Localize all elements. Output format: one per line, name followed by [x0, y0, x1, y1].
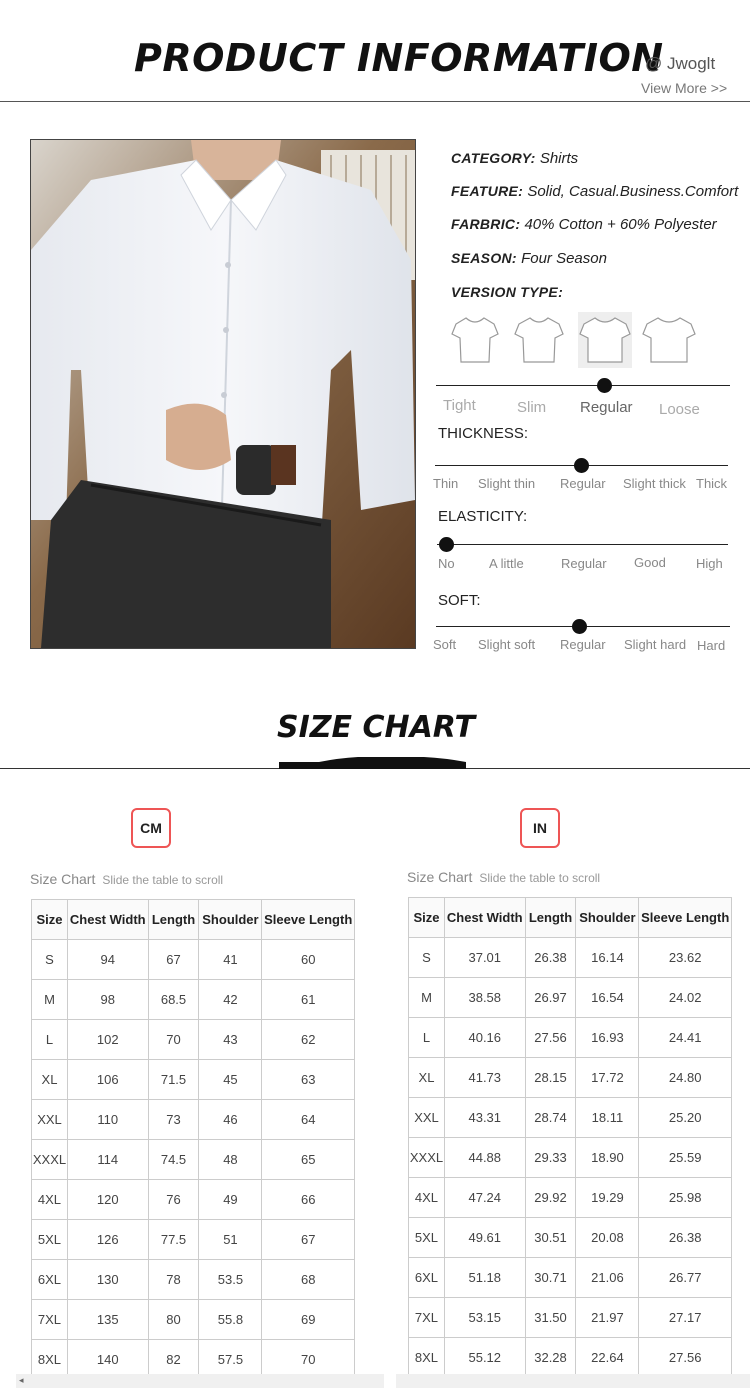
version-option-regular: Regular: [580, 399, 633, 416]
table-cell: 38.58: [444, 978, 525, 1018]
elasticity-label: ELASTICITY:: [438, 508, 528, 525]
table-row: [32, 1260, 355, 1300]
thickness-option-regular: Regular: [560, 476, 606, 491]
table-header-row: [409, 898, 732, 938]
table-cell: 68.5: [148, 980, 199, 1020]
table-cell: 69: [262, 1300, 355, 1340]
table-cell: XXXL: [32, 1140, 68, 1180]
version-type-icons: [446, 312, 706, 370]
table-cell: 37.01: [444, 938, 525, 978]
table-row: [32, 1060, 355, 1100]
spec-fabric-label: FARBRIC:: [451, 216, 521, 232]
view-more-link[interactable]: View More >>: [641, 80, 728, 96]
table-cell: 130: [67, 1260, 148, 1300]
table-header-row: [32, 900, 355, 940]
table-cell: L: [409, 1018, 445, 1058]
table-cell: M: [32, 980, 68, 1020]
thickness-option-thick: Thick: [696, 476, 728, 491]
table-cell: 63: [262, 1060, 355, 1100]
table-cell: 29.33: [525, 1138, 576, 1178]
table-cell: 47.24: [444, 1178, 525, 1218]
spec-fabric-value: 40% Cotton + 60% Polyester: [524, 216, 717, 233]
tshirt-icon: [642, 312, 696, 368]
table-cell: 25.59: [639, 1138, 732, 1178]
table-cell: 102: [67, 1020, 148, 1060]
table-cell: 135: [67, 1300, 148, 1340]
size-table-cm[interactable]: [31, 899, 355, 1380]
table-cell: 64: [262, 1100, 355, 1140]
table-cell: 28.74: [525, 1098, 576, 1138]
soft-option-regular: Regular: [560, 637, 606, 652]
in-table-caption: [407, 869, 600, 885]
col-chest-width: Chest Width: [67, 900, 148, 940]
table-cell: 44.88: [444, 1138, 525, 1178]
table-cell: 4XL: [32, 1180, 68, 1220]
version-option-loose: Loose: [659, 401, 700, 418]
table-cell: 26.38: [525, 938, 576, 978]
table-cell: 7XL: [409, 1298, 445, 1338]
table-cell: 62: [262, 1020, 355, 1060]
table-cell: 41.73: [444, 1058, 525, 1098]
table-row: [409, 1178, 732, 1218]
table-cell: XXL: [32, 1100, 68, 1140]
table-cell: 26.77: [639, 1258, 732, 1298]
table-cell: 5XL: [32, 1220, 68, 1260]
table-cell: 77.5: [148, 1220, 199, 1260]
size-chart-title-underline: [279, 757, 466, 769]
table-cell: 23.62: [639, 938, 732, 978]
table-cell: 94: [67, 940, 148, 980]
table-cell: 71.5: [148, 1060, 199, 1100]
table-row: [409, 1338, 732, 1378]
in-caption-hint: Slide the table to scroll: [479, 871, 601, 885]
table-cell: 60: [262, 940, 355, 980]
soft-slider-knob[interactable]: [572, 619, 587, 634]
spec-category-label: CATEGORY:: [451, 150, 536, 166]
table-cell: M: [409, 978, 445, 1018]
elasticity-slider-knob[interactable]: [439, 537, 454, 552]
table-row: [409, 1098, 732, 1138]
table-cell: 19.29: [576, 1178, 639, 1218]
cm-caption-hint: Slide the table to scroll: [102, 873, 224, 887]
table-cell: 21.97: [576, 1298, 639, 1338]
soft-option-slight-hard: Slight hard: [624, 637, 687, 652]
col-sleeve-length: Sleeve Length: [639, 898, 732, 938]
in-table-scrollbar[interactable]: [396, 1374, 750, 1388]
table-cell: L: [32, 1020, 68, 1060]
elasticity-option-no: No: [438, 556, 455, 571]
table-cell: 67: [148, 940, 199, 980]
table-cell: 8XL: [32, 1340, 68, 1380]
elasticity-option-regular: Regular: [561, 556, 607, 571]
table-cell: 55.12: [444, 1338, 525, 1378]
table-cell: 42: [199, 980, 262, 1020]
col-length: Length: [148, 900, 199, 940]
table-row: [409, 1058, 732, 1098]
table-cell: 140: [67, 1340, 148, 1380]
table-cell: 57.5: [199, 1340, 262, 1380]
table-row: [32, 1300, 355, 1340]
table-cell: 29.92: [525, 1178, 576, 1218]
size-chart-title: SIZE CHART: [277, 710, 476, 745]
spec-category: [451, 150, 578, 167]
version-option-slim: Slim: [517, 399, 547, 416]
version-option-tight: Tight: [443, 397, 476, 414]
col-shoulder: Shoulder: [199, 900, 262, 940]
shirt-model-illustration: [31, 140, 415, 648]
col-size: Size: [32, 900, 68, 940]
table-row: [409, 1138, 732, 1178]
cm-caption-title: Size Chart: [30, 871, 96, 887]
table-cell: 24.80: [639, 1058, 732, 1098]
thickness-slider-knob[interactable]: [574, 458, 589, 473]
table-cell: 6XL: [409, 1258, 445, 1298]
tshirt-icon: [578, 312, 632, 368]
table-cell: 7XL: [32, 1300, 68, 1340]
table-cell: 17.72: [576, 1058, 639, 1098]
table-cell: 80: [148, 1300, 199, 1340]
table-cell: 26.97: [525, 978, 576, 1018]
size-table-in[interactable]: [408, 897, 732, 1378]
table-cell: 5XL: [409, 1218, 445, 1258]
thickness-option-thin: Thin: [433, 476, 459, 491]
col-size: Size: [409, 898, 445, 938]
table-cell: 40.16: [444, 1018, 525, 1058]
cm-table-scrollbar[interactable]: [16, 1374, 384, 1388]
table-cell: 43: [199, 1020, 262, 1060]
table-cell: S: [32, 940, 68, 980]
unit-in-button[interactable]: IN: [520, 808, 560, 848]
table-cell: 27.17: [639, 1298, 732, 1338]
spec-version-label: VERSION TYPE:: [451, 284, 564, 300]
table-row: [409, 1298, 732, 1338]
table-cell: 66: [262, 1180, 355, 1220]
soft-option-hard: Hard: [697, 638, 726, 653]
table-cell: 70: [148, 1020, 199, 1060]
table-cell: 6XL: [32, 1260, 68, 1300]
tshirt-icon: [448, 312, 502, 368]
spec-season-value: Four Season: [521, 250, 607, 267]
table-cell: 25.98: [639, 1178, 732, 1218]
table-cell: 110: [67, 1100, 148, 1140]
table-row: [32, 1220, 355, 1260]
spec-season: [451, 250, 607, 267]
table-cell: 22.64: [576, 1338, 639, 1378]
table-cell: 126: [67, 1220, 148, 1260]
table-row: [409, 1218, 732, 1258]
table-row: [32, 1100, 355, 1140]
spec-feature: [451, 183, 738, 200]
cm-table-caption: [30, 871, 223, 887]
table-cell: 53.5: [199, 1260, 262, 1300]
table-cell: 46: [199, 1100, 262, 1140]
thickness-label: THICKNESS:: [438, 425, 529, 442]
spec-feature-value: Solid, Casual.Business.Comfort: [527, 183, 739, 200]
spec-version: [451, 284, 563, 301]
table-cell: 70: [262, 1340, 355, 1380]
col-shoulder: Shoulder: [576, 898, 639, 938]
table-cell: 51.18: [444, 1258, 525, 1298]
table-cell: 98: [67, 980, 148, 1020]
table-cell: 18.11: [576, 1098, 639, 1138]
soft-option-slight-soft: Slight soft: [478, 637, 536, 652]
table-cell: S: [409, 938, 445, 978]
table-cell: 4XL: [409, 1178, 445, 1218]
spec-season-label: SEASON:: [451, 250, 517, 266]
col-length: Length: [525, 898, 576, 938]
table-cell: 43.31: [444, 1098, 525, 1138]
table-cell: 20.08: [576, 1218, 639, 1258]
table-cell: 24.41: [639, 1018, 732, 1058]
spec-category-value: Shirts: [539, 150, 579, 167]
elasticity-option-a-little: A little: [489, 556, 524, 571]
table-cell: 106: [67, 1060, 148, 1100]
col-chest-width: Chest Width: [444, 898, 525, 938]
table-cell: 16.54: [576, 978, 639, 1018]
scroll-left-icon[interactable]: ◂: [19, 1376, 24, 1386]
table-cell: 49: [199, 1180, 262, 1220]
version-slider-knob[interactable]: [597, 378, 612, 393]
table-cell: 61: [262, 980, 355, 1020]
table-cell: XXXL: [409, 1138, 445, 1178]
table-cell: 76: [148, 1180, 199, 1220]
brand-name[interactable]: @ Jwoglt: [645, 54, 716, 73]
product-photo: [30, 139, 416, 649]
table-cell: 53.15: [444, 1298, 525, 1338]
table-row: [32, 940, 355, 980]
elasticity-slider-track: [437, 544, 728, 545]
table-cell: 16.93: [576, 1018, 639, 1058]
table-cell: 68: [262, 1260, 355, 1300]
elasticity-option-high: High: [696, 556, 723, 571]
table-cell: 16.14: [576, 938, 639, 978]
table-cell: 82: [148, 1340, 199, 1380]
table-cell: 41: [199, 940, 262, 980]
version-slider-track: [436, 385, 730, 386]
spec-feature-label: FEATURE:: [451, 183, 524, 199]
table-cell: 55.8: [199, 1300, 262, 1340]
table-cell: XL: [32, 1060, 68, 1100]
table-cell: XXL: [409, 1098, 445, 1138]
table-cell: 8XL: [409, 1338, 445, 1378]
table-row: [409, 1258, 732, 1298]
table-cell: XL: [409, 1058, 445, 1098]
elasticity-option-good: Good: [634, 555, 666, 570]
table-row: [32, 1020, 355, 1060]
unit-cm-button[interactable]: CM: [131, 808, 171, 848]
table-cell: 73: [148, 1100, 199, 1140]
col-sleeve-length: Sleeve Length: [262, 900, 355, 940]
table-cell: 120: [67, 1180, 148, 1220]
soft-option-soft: Soft: [433, 637, 457, 652]
table-cell: 27.56: [639, 1338, 732, 1378]
table-cell: 67: [262, 1220, 355, 1260]
table-cell: 49.61: [444, 1218, 525, 1258]
table-cell: 114: [67, 1140, 148, 1180]
header-divider: [0, 101, 750, 102]
soft-label: SOFT:: [438, 592, 481, 609]
table-row: [409, 978, 732, 1018]
table-cell: 30.71: [525, 1258, 576, 1298]
table-cell: 18.90: [576, 1138, 639, 1178]
table-cell: 30.51: [525, 1218, 576, 1258]
table-cell: 24.02: [639, 978, 732, 1018]
spec-fabric: [451, 216, 717, 233]
table-row: [409, 1018, 732, 1058]
table-cell: 45: [199, 1060, 262, 1100]
table-cell: 31.50: [525, 1298, 576, 1338]
tshirt-icon: [512, 312, 566, 368]
table-cell: 25.20: [639, 1098, 732, 1138]
table-cell: 74.5: [148, 1140, 199, 1180]
table-cell: 65: [262, 1140, 355, 1180]
table-cell: 32.28: [525, 1338, 576, 1378]
table-row: [409, 938, 732, 978]
table-cell: 27.56: [525, 1018, 576, 1058]
table-cell: 78: [148, 1260, 199, 1300]
table-cell: 28.15: [525, 1058, 576, 1098]
in-caption-title: Size Chart: [407, 869, 473, 885]
table-row: [32, 1180, 355, 1220]
thickness-option-slight-thick: Slight thick: [623, 476, 686, 491]
table-row: [32, 1140, 355, 1180]
table-cell: 48: [199, 1140, 262, 1180]
page-title: PRODUCT INFORMATION: [134, 36, 664, 80]
table-cell: 21.06: [576, 1258, 639, 1298]
thickness-option-slight-thin: Slight thin: [478, 476, 536, 491]
table-cell: 51: [199, 1220, 262, 1260]
table-cell: 26.38: [639, 1218, 732, 1258]
table-row: [32, 980, 355, 1020]
